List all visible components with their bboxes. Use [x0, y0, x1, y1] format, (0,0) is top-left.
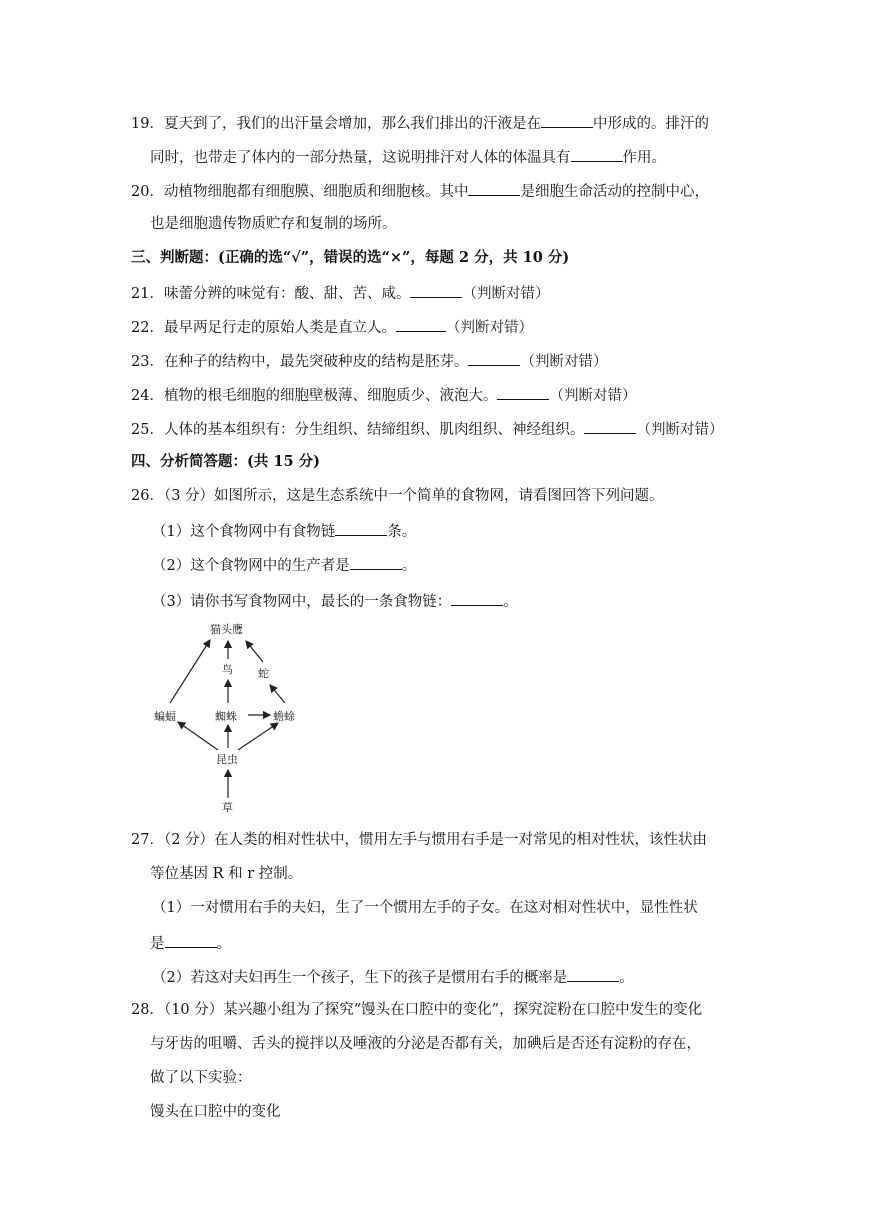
question-23-text: 23．在种子的结构中，最先突破种皮的结构是胚芽。 [131, 354, 469, 370]
question-27-text: 是 [150, 936, 165, 952]
question-20-line-2 [150, 214, 397, 234]
question-25-text: 25．人体的基本组织有：分生组织、结缔组织、肌肉组织、神经组织。 [131, 422, 585, 438]
organism-grass: 草 [222, 801, 233, 814]
organism-bat: 蝙蝠 [154, 710, 176, 723]
question-20-text: 也是细胞遗传物质贮存和复制的场所。 [150, 216, 397, 232]
question-26-text: （2）这个食物网中的生产者是 [152, 558, 350, 574]
question-26-stem: 26．（3 分）如图所示，这是生态系统中一个简单的食物网，请看图回答下列问题。 [131, 488, 664, 504]
organism-spider: 蜘蛛 [215, 710, 237, 723]
question-26-text: 。 [401, 558, 417, 574]
answer-blank[interactable] [497, 384, 549, 400]
question-27-line-2: 等位基因 R 和 r 控制。 [150, 866, 303, 882]
organism-snake: 蛇 [258, 667, 269, 680]
question-26-text: 。 [503, 594, 518, 610]
question-24 [131, 384, 636, 406]
question-20-text: 是细胞生命活动的控制中心， [520, 184, 709, 200]
question-19-text: 19．夏天到了，我们的出汗量会增加，那么我们排出的汗液是在 [131, 116, 541, 132]
judge-suffix: （判断对错） [462, 286, 550, 302]
question-19-text: 同时，也带走了体内的一部分热量，这说明排汗对人体的体温具有 [150, 150, 571, 166]
question-28-line-1: 28．（10 分）某兴趣小组为了探究“馒头在口腔中的变化”，探究淀粉在口腔中发生的变化 [131, 1002, 703, 1018]
question-27-part-2 [152, 966, 634, 988]
judge-suffix: （判断对错） [549, 388, 637, 404]
answer-blank[interactable] [396, 316, 446, 332]
organism-bird: 鸟 [222, 663, 233, 676]
answer-blank[interactable] [410, 282, 462, 298]
arrow-bat-owl [170, 640, 210, 703]
question-19-line-2 [150, 146, 666, 168]
question-19-text: 中形成的。排汗的 [592, 116, 709, 132]
answer-blank[interactable] [567, 966, 619, 982]
arrow-frog-snake [270, 685, 285, 703]
judge-suffix: （判断对错） [445, 320, 533, 336]
organism-frog: 蟾蜍 [273, 710, 295, 723]
question-27-part-1: （1）一对惯用右手的夫妇，生了一个惯用左手的子女。在这对相对性状中，显性性状 [152, 900, 698, 916]
question-21 [131, 282, 549, 304]
question-24-text: 24．植物的根毛细胞的细胞壁极薄、细胞质少、液泡大。 [131, 388, 498, 404]
judge-suffix: （判断对错） [520, 354, 608, 370]
answer-blank[interactable] [468, 350, 520, 366]
question-26-text: （1）这个食物网中有食物链 [152, 524, 336, 540]
answer-blank[interactable] [584, 418, 636, 434]
arrow-insect-frog [238, 723, 278, 750]
question-22-text: 22．最早两足行走的原始人类是直立人。 [131, 320, 396, 336]
organism-insect: 昆虫 [216, 753, 238, 766]
answer-blank[interactable] [468, 180, 520, 196]
question-26-part-2 [152, 554, 416, 576]
food-web-diagram [140, 615, 320, 815]
question-23 [131, 350, 607, 372]
question-28-line-3: 做了以下实验： [150, 1070, 252, 1086]
question-28-line-2: 与牙齿的咀嚼、舌头的搅拌以及唾液的分泌是否都有关，加碘后是否还有淀粉的存在， [150, 1036, 701, 1052]
answer-blank[interactable] [571, 146, 623, 162]
answer-blank[interactable] [335, 520, 387, 536]
question-25 [131, 418, 723, 440]
organism-owl: 猫头鹰 [210, 623, 243, 636]
question-21-text: 21．味蕾分辨的味觉有：酸、甜、苦、咸。 [131, 286, 411, 302]
arrow-insect-bat [178, 722, 218, 750]
question-27-text: 。 [619, 970, 634, 986]
section-3-heading: 三、判断题：(正确的选“√”，错误的选“×”，每题 2 分，共 10 分) [131, 249, 570, 266]
question-26-text: （3）请你书写食物网中，最长的一条食物链： [152, 594, 452, 610]
question-27-text: 。 [216, 936, 231, 952]
question-28-line-4: 馒头在口腔中的变化 [150, 1104, 281, 1120]
judge-suffix: （判断对错） [636, 422, 724, 438]
question-19-line-1 [131, 112, 709, 134]
question-19-text: 作用。 [622, 150, 666, 166]
answer-blank[interactable] [350, 554, 402, 570]
section-4-heading: 四、分析简答题：(共 15 分) [131, 453, 320, 470]
answer-blank[interactable] [165, 932, 217, 948]
question-27-line-1: 27．（2 分）在人类的相对性状中，惯用左手与惯用右手是一对常见的相对性状，该性状由 [131, 832, 708, 848]
question-20-text: 20．动植物细胞都有细胞膜、细胞质和细胞核。其中 [131, 184, 469, 200]
question-27-part-1-cont [150, 932, 231, 954]
question-26-part-1 [152, 520, 416, 542]
arrow-snake-owl [246, 641, 263, 662]
answer-blank[interactable] [541, 112, 593, 128]
question-27-text: （2）若这对夫妇再生一个孩子，生下的孩子是惯用右手的概率是 [152, 970, 568, 986]
question-20-line-1 [131, 180, 709, 202]
question-26-text: 条。 [387, 524, 417, 540]
answer-blank[interactable] [451, 590, 503, 606]
question-26-part-3 [152, 590, 518, 612]
question-22 [131, 316, 533, 338]
